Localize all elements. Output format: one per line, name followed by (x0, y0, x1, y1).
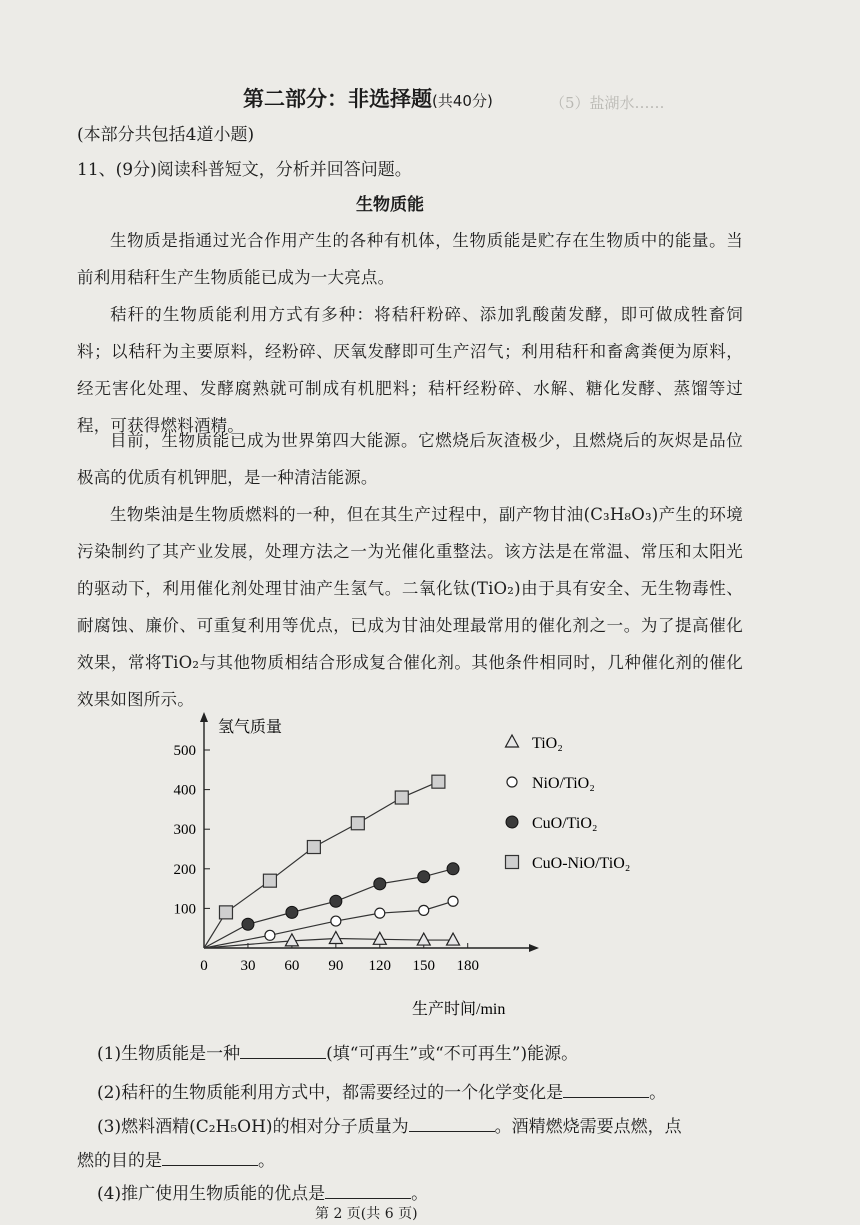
series-3 (204, 863, 459, 948)
data-point (419, 905, 429, 915)
data-point (219, 906, 232, 919)
series-line (204, 869, 453, 948)
question-2: (2)秸秆的生物质能利用方式中，都需要经过的一个化学变化是 。 (77, 1073, 757, 1113)
x-tick-label: 120 (368, 958, 392, 974)
data-point (417, 933, 430, 945)
data-point (265, 930, 275, 940)
y-tick-label: 200 (173, 861, 196, 878)
legend-item-2 (507, 775, 595, 792)
x-tick-label: 60 (284, 958, 300, 974)
article-paragraph-3: 目前，生物质能已成为世界第四大能源。它燃烧后灰渣极少，且燃烧后的灰烬是品位极高的优质有机钾肥，是一种清洁能源。 (77, 431, 743, 487)
data-point (447, 933, 460, 945)
question-intro: 11、(9分)阅读科普短文，分析并回答问题。 (77, 160, 412, 180)
data-point (395, 791, 408, 804)
data-point (329, 931, 342, 943)
data-point (506, 856, 519, 869)
series-line (204, 901, 453, 948)
data-point (447, 863, 459, 875)
section-title: 第二部分：非选择题(共40分) (243, 87, 493, 111)
x-tick-label: 150 (412, 958, 435, 974)
chart-legend (506, 735, 631, 872)
answer-blank-5[interactable] (325, 1180, 411, 1199)
data-point (285, 934, 298, 946)
y-tick-label: 100 (173, 901, 196, 918)
data-point (351, 817, 364, 830)
data-point (242, 918, 254, 930)
legend-item-3 (506, 815, 597, 832)
data-point (331, 916, 341, 926)
series-4 (204, 775, 445, 948)
y-tick-label: 300 (173, 822, 196, 839)
x-tick-label: 0 (200, 958, 208, 974)
legend-item-4 (506, 855, 631, 872)
x-axis-arrow (529, 944, 539, 952)
section-note: (本部分共包括4道小题) (77, 125, 255, 145)
legend-label: TiO₂ (532, 735, 563, 752)
data-point (374, 878, 386, 890)
data-point (448, 896, 458, 906)
legend-label: NiO/TiO₂ (532, 775, 595, 792)
series-1 (204, 931, 460, 948)
y-axis-label: 氢气质量 (218, 719, 283, 736)
data-point (432, 775, 445, 788)
legend-item-1 (506, 735, 563, 752)
legend-label: CuO-NiO/TiO₂ (532, 855, 631, 872)
answer-blank-3[interactable] (409, 1113, 495, 1132)
series-line (204, 782, 438, 948)
data-point (506, 735, 519, 747)
answer-blank-2[interactable] (563, 1079, 649, 1098)
question-4: (4)推广使用生物质能的优点是 。 (77, 1174, 757, 1214)
x-tick-label: 90 (328, 958, 344, 974)
answer-blank-4[interactable] (162, 1147, 258, 1166)
data-point (506, 816, 518, 828)
question-3: (3)燃料酒精(C₂H₅OH)的相对分子质量为 。酒精燃烧需要点燃，点 (77, 1107, 757, 1147)
data-point (418, 871, 430, 883)
x-tick-label: 180 (456, 958, 479, 974)
data-point (330, 895, 342, 907)
question-1: (1)生物质能是一种 (填“可再生”或“不可再生”)能源。 (77, 1034, 757, 1074)
data-point (263, 874, 276, 887)
data-point (286, 906, 298, 918)
x-tick-label: 30 (240, 958, 256, 974)
article-paragraph-1: 生物质是指通过光合作用产生的各种有机体，生物质能是贮存在生物质中的能量。当前利用秸秆生产生物质能已成为一大亮点。 (77, 231, 743, 287)
question-3-cont: 燃的目的是 。 (77, 1141, 757, 1181)
hydrogen-chart (150, 708, 710, 1028)
article-paragraph-2: 秸秆的生物质能利用方式有多种：将秸秆粉碎、添加乳酸菌发酵，即可做成牲畜饲料；以秸秆为主要原料，经粉碎、厌氧发酵即可生产沼气；利用秸秆和畜禽粪便为原料，经无害化处理、发酵腐熟就可制成有机肥料；秸杆经粉碎、水解、糖化发酵、蒸馏等过程，可获得燃料酒精。 (77, 305, 743, 435)
data-point (307, 841, 320, 854)
series-line (204, 938, 453, 948)
answer-blank-1[interactable] (240, 1040, 326, 1059)
y-tick-label: 400 (173, 782, 196, 799)
legend-label: CuO/TiO₂ (532, 815, 598, 832)
data-point (375, 908, 385, 918)
article-title: 生物质能 (356, 195, 424, 215)
article-paragraph-4: 生物柴油是生物质燃料的一种，但在其生产过程中，副产物甘油(C₃H₈O₃)产生的环境污染制约了其产业发展，处理方法之一为光催化重整法。该方法是在常温、常压和太阳光的驱动下，利用催化剂处理甘油产生氢气。二氧化钛(TiO₂)由于具有安全、无生物毒性、耐腐蚀、廉价、可重复利用等优点，已成为甘油处理最常用的催化剂之一。为了提高催化效果，常将TiO₂与其他物质相结合形成复合催化剂。其他条件相同时，几种催化剂的催化效果如图所示。 (77, 505, 743, 709)
chart-axes (200, 712, 539, 952)
page-footer: 第 2 页(共 6 页) (315, 1206, 418, 1222)
data-point (507, 777, 517, 787)
y-axis-arrow (200, 712, 208, 722)
bleed-through-decoration: （5）盐湖水…… (550, 94, 665, 112)
y-tick-label: 500 (173, 743, 196, 759)
data-point (373, 932, 386, 944)
x-axis-label: 生产时间/min (412, 1001, 506, 1018)
chart-series (204, 775, 460, 948)
